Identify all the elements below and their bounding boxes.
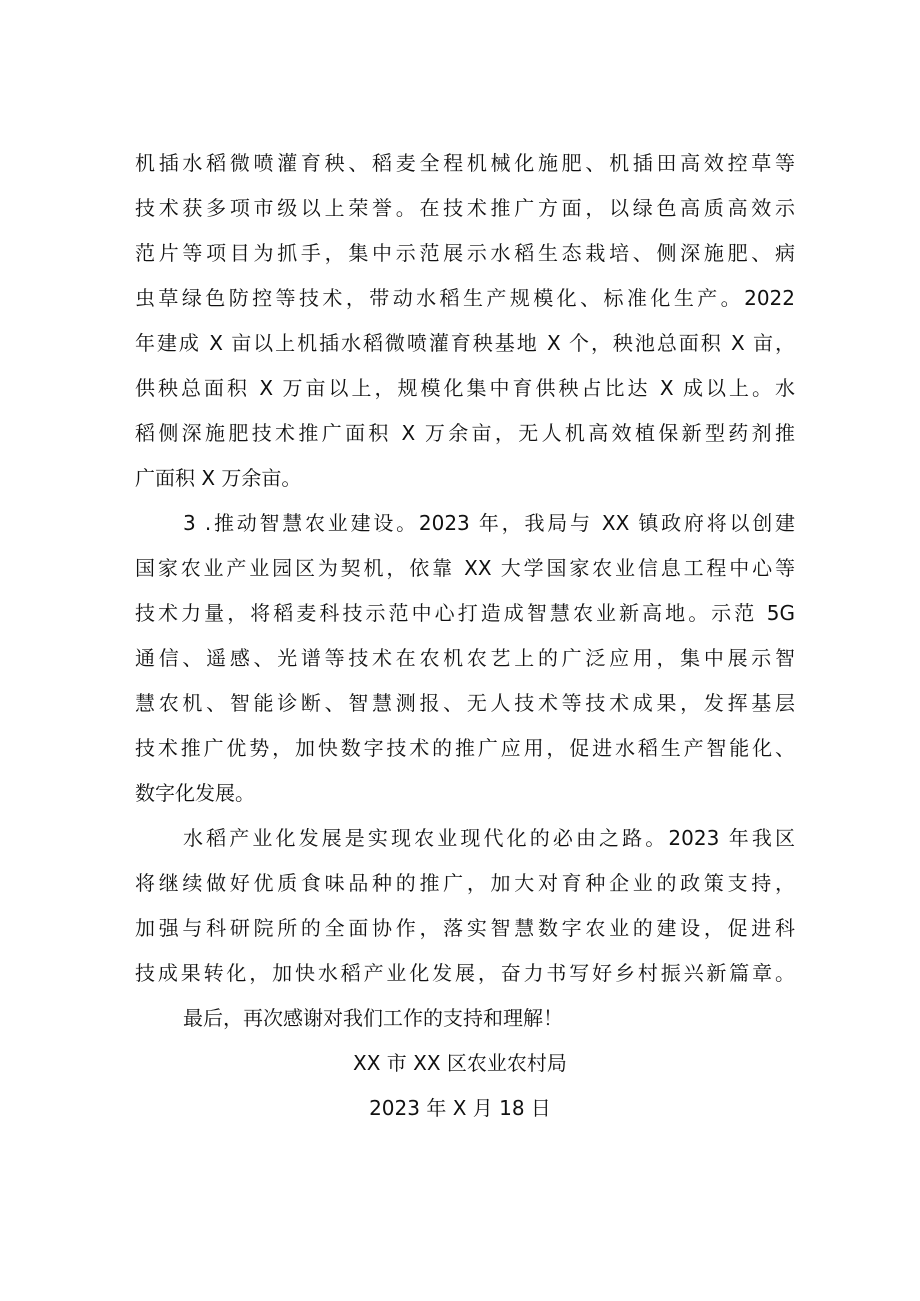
paragraph-1-line-3: 范片等项目为抓手，集中示范展示水稻生态栽培、侧深施肥、病 bbox=[135, 241, 795, 265]
paragraph-1-line-8: 广面积 X 万余亩。 bbox=[135, 466, 302, 490]
paragraph-2-line-1: 3 .推动智慧农业建设。2023 年，我局与 XX 镇政府将以创建 bbox=[183, 511, 795, 535]
paragraph-2-line-6: 技术推广优势，加快数字技术的推广应用，促进水稻生产智能化、 bbox=[135, 736, 795, 760]
paragraph-2-line-4: 通信、遥感、光谱等技术在农机农艺上的广泛应用，集中展示智 bbox=[135, 646, 795, 670]
paragraph-1-line-4: 虫草绿色防控等技术，带动水稻生产规模化、标准化生产。2022 bbox=[135, 286, 795, 310]
closing-line: 最后，再次感谢对我们工作的支持和理解！ bbox=[183, 1006, 563, 1030]
paragraph-1-line-2: 技术获多项市级以上荣誉。在技术推广方面，以绿色高质高效示 bbox=[135, 196, 795, 220]
paragraph-2-line-5: 慧农机、智能诊断、智慧测报、无人技术等技术成果，发挥基层 bbox=[135, 691, 795, 715]
paragraph-1-line-1: 机插水稻微喷灌育秧、稻麦全程机械化施肥、机插田高效控草等 bbox=[135, 151, 795, 175]
paragraph-1-line-5: 年建成 X 亩以上机插水稻微喷灌育秧基地 X 个，秧池总面积 X 亩， bbox=[135, 331, 795, 355]
paragraph-3-line-1: 水稻产业化发展是实现农业现代化的必由之路。2023 年我区 bbox=[183, 826, 795, 850]
paragraph-2-line-3: 技术力量，将稻麦科技示范中心打造成智慧农业新高地。示范 5G bbox=[135, 601, 795, 625]
signature-date: 2023 年 X 月 18 日 bbox=[369, 1096, 551, 1120]
paragraph-3-line-3: 加强与科研院所的全面协作，落实智慧数字农业的建设，促进科 bbox=[135, 916, 795, 940]
paragraph-1-line-7: 稻侧深施肥技术推广面积 X 万余亩，无人机高效植保新型药剂推 bbox=[135, 421, 795, 445]
paragraph-2-line-2: 国家农业产业园区为契机，依靠 XX 大学国家农业信息工程中心等 bbox=[135, 556, 795, 580]
paragraph-3-line-2: 将继续做好优质食味品种的推广，加大对育种企业的政策支持， bbox=[135, 871, 795, 895]
paragraph-1-line-6: 供秧总面积 X 万亩以上，规模化集中育供秧占比达 X 成以上。水 bbox=[135, 376, 795, 400]
signature-organization: XX 市 XX 区农业农村局 bbox=[353, 1051, 567, 1075]
paragraph-3-line-4: 技成果转化，加快水稻产业化发展，奋力书写好乡村振兴新篇章。 bbox=[135, 961, 795, 985]
paragraph-2-line-7: 数字化发展。 bbox=[135, 781, 255, 805]
